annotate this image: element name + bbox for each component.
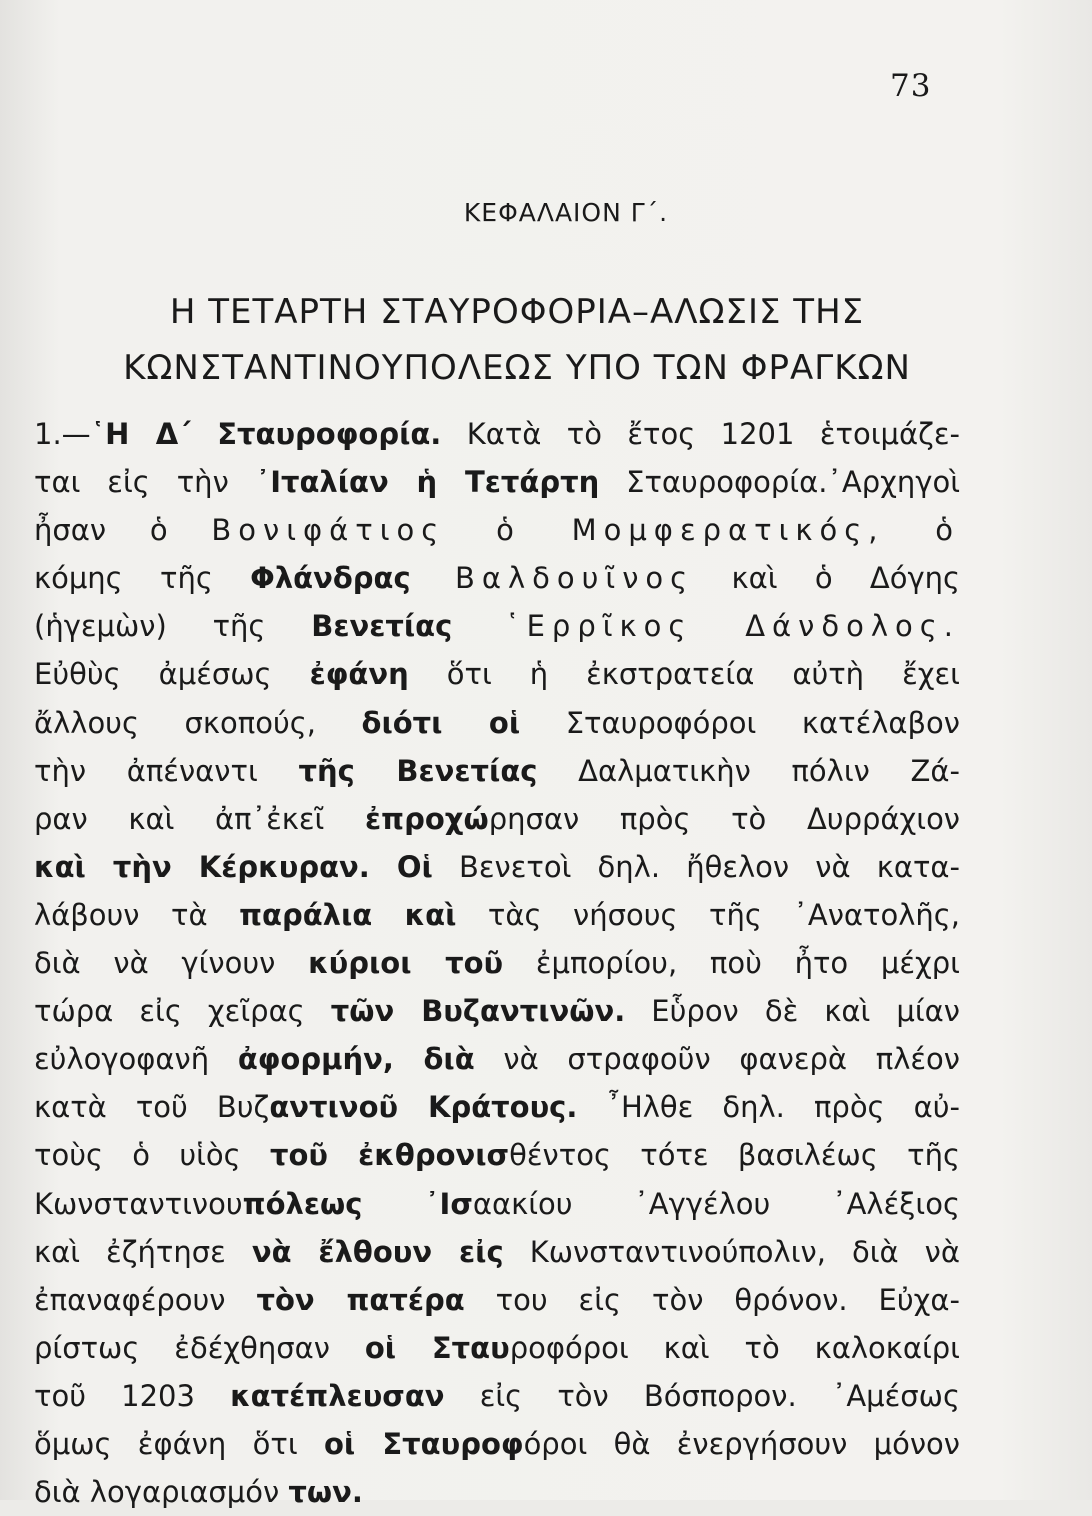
text-run: τοῦ 1203 xyxy=(34,1378,231,1413)
text-run-spaced: ὁ Μομφερατικός, ὁ xyxy=(445,513,961,548)
text-line xyxy=(34,650,960,698)
text-line xyxy=(34,1276,960,1324)
text-run: διὰ νὰ γίνουν xyxy=(34,946,309,981)
text-run: Κωνσταντινου xyxy=(34,1186,243,1221)
text-run: κόμης τῆς xyxy=(34,561,251,596)
text-run: Εὗρον δὲ καὶ μίαν xyxy=(625,994,960,1029)
text-run-bold: ἐπροχώ xyxy=(365,801,489,836)
text-run: ροφόροι καὶ τὸ καλοκαίρι xyxy=(509,1330,960,1365)
text-run: αακίου ᾿Αγγέλου ᾿Αλέξιος xyxy=(472,1186,960,1221)
text-run: όροι θὰ ἐνεργήσουν μόνον xyxy=(523,1426,960,1461)
text-run: Σταυροφόροι κατέλαβον xyxy=(520,705,960,740)
text-run-bold: οἱ Σταυ xyxy=(364,1330,510,1365)
text-line xyxy=(34,1035,960,1083)
text-run: εἰς τὸν Βόσπορον. ᾿Αμέσως xyxy=(444,1378,960,1413)
text-run-bold: Οἱ xyxy=(396,849,433,884)
text-run: τοὺς ὁ υἱὸς xyxy=(34,1138,270,1173)
text-line xyxy=(34,410,960,458)
text-run: ῏Ηλθε δηλ. πρὸς αὐ- xyxy=(577,1090,960,1125)
text-run: εὐλογοφανῆ xyxy=(34,1042,238,1077)
text-run-bold: ᾿Ιταλίαν ἡ Τετάρτη xyxy=(255,465,600,500)
text-run: ἦσαν ὁ xyxy=(34,513,212,548)
text-run-bold: οἱ Σταυροφ xyxy=(323,1426,524,1461)
text-run: ἐμπορίου, ποὺ ἦτο μέχρι xyxy=(503,946,960,981)
text-run-bold: ἐφάνη xyxy=(309,657,409,692)
text-run-bold: τοῦ ἐκθρονισ xyxy=(269,1138,510,1173)
text-run-spaced: Βονιφάτιος xyxy=(211,513,446,548)
text-line xyxy=(34,891,960,939)
text-run: Σταυροφορία.᾿Αρχηγοὶ xyxy=(599,465,961,500)
text-run-bold: τὸν πατέρα xyxy=(256,1282,465,1317)
text-run-bold: των. xyxy=(288,1475,363,1510)
text-run-bold: τῶν Βυζαντινῶν. xyxy=(330,994,626,1029)
text-run-bold: πόλεως ᾿Ισ xyxy=(242,1186,473,1221)
text-run-bold: ἀφορμήν, διὰ xyxy=(237,1042,475,1077)
text-run: ὅμως ἐφάνη ὅτι xyxy=(34,1426,324,1461)
text-run: ρίστως ἐδέχθησαν xyxy=(34,1330,365,1365)
text-line xyxy=(34,458,960,506)
text-run-bold: νὰ ἔλθουν εἰς xyxy=(251,1234,504,1269)
text-line xyxy=(34,1420,960,1468)
text-run: (ἡγεμὼν) τῆς xyxy=(34,609,312,644)
text-line xyxy=(34,699,960,747)
text-run-bold: κύριοι τοῦ xyxy=(308,946,504,981)
text-line xyxy=(34,1324,960,1372)
text-run-bold: κατέπλευσαν xyxy=(230,1378,445,1413)
text-line xyxy=(34,1468,960,1516)
text-line xyxy=(34,506,960,554)
chapter-title-line-1: Η ΤΕΤΑΡΤΗ ΣΤΑΥΡΟΦΟΡΙΑ–ΑΛΩΣΙΣ ΤΗΣ xyxy=(169,292,865,332)
text-run: νὰ στραφοῦν φανερὰ πλέον xyxy=(474,1042,960,1077)
text-run: καὶ ἐζήτησε xyxy=(34,1234,252,1269)
text-run: Δαλματικὴν πόλιν Ζά- xyxy=(537,753,960,788)
text-line xyxy=(34,1180,960,1228)
text-run-bold: Φλάνδρας xyxy=(250,561,411,596)
section-heading: ῾Η Δ΄ Σταυροφορία. xyxy=(90,417,442,451)
text-run-bold: τῆς Βενετίας xyxy=(298,753,538,788)
chapter-title-line-2: ΚΩΝΣΤΑΝΤΙΝΟΥΠΟΛΕΩΣ ΥΠΟ ΤΩΝ ΦΡΑΓΚΩΝ xyxy=(123,348,911,388)
text-run-bold: αντινοῦ Κράτους. xyxy=(269,1090,578,1125)
text-line xyxy=(34,987,960,1035)
text-run: Κωνσταντινούπολιν, διὰ νὰ xyxy=(503,1234,961,1269)
section-number: 1.— xyxy=(34,417,91,451)
text-run: του εἰς τὸν θρόνον. Εὐχα- xyxy=(464,1282,960,1317)
text-run: ἐπαναφέρουν xyxy=(34,1282,257,1317)
text-run: τὴν ἀπέναντι xyxy=(34,753,299,788)
chapter-title xyxy=(58,284,976,396)
text-line xyxy=(34,554,960,602)
text-run: τὰς νήσους τῆς ᾿Ανατολῆς, xyxy=(456,897,960,932)
text-line xyxy=(34,795,960,843)
text-run: λάβουν τὰ xyxy=(34,897,240,932)
text-run-bold: Βενετίας xyxy=(311,609,453,644)
text-run: Βενετοὶ δηλ. ἤθελον νὰ κατα- xyxy=(432,849,960,884)
text-run: τώρα εἰς χεῖρας xyxy=(34,994,331,1029)
text-line xyxy=(34,939,960,987)
text-run: θέντος τότε βασιλέως τῆς xyxy=(509,1138,960,1173)
text-run: Κατὰ τὸ ἔτος 1201 ἑτοιμάζε- xyxy=(441,417,961,451)
text-run: ραν καὶ ἀπ᾿ἐκεῖ xyxy=(34,801,366,836)
text-run-bold: καὶ τὴν Κέρκυραν. xyxy=(34,849,397,884)
text-line xyxy=(34,1372,960,1420)
text-run: κατὰ τοῦ Βυζ xyxy=(34,1090,270,1125)
text-run: ὅτι ἡ ἐκστρατεία αὐτὴ ἔχει xyxy=(408,657,960,692)
text-run-bold: διότι οἱ xyxy=(361,705,521,740)
text-line xyxy=(34,747,960,795)
text-run: ἄλλους σκοπούς, xyxy=(34,705,362,740)
text-run: ρησαν πρὸς τὸ Δυρράχιον xyxy=(488,801,961,836)
text-line xyxy=(34,1083,960,1131)
text-run: Εὐθὺς ἀμέσως xyxy=(34,657,310,692)
page-number: 73 xyxy=(890,68,932,104)
text-line xyxy=(34,602,960,650)
text-run: καὶ ὁ Δόγης xyxy=(694,561,961,596)
text-line xyxy=(34,1131,960,1179)
text-run-spaced: Βαλδουῖνος xyxy=(410,561,695,596)
text-run: ται εἰς τὴν xyxy=(34,465,256,500)
text-line xyxy=(34,1228,960,1276)
chapter-label: ΚΕΦΑΛΑΙΟΝ Γ΄. xyxy=(463,198,669,227)
text-run-bold: παράλια καὶ xyxy=(239,897,457,932)
text-run: διὰ λογαριασμόν xyxy=(34,1475,289,1510)
body-paragraph xyxy=(34,410,960,1516)
text-line xyxy=(34,843,960,891)
text-run-spaced: ῾Ερρῖκος Δάνδολος. xyxy=(452,609,960,644)
